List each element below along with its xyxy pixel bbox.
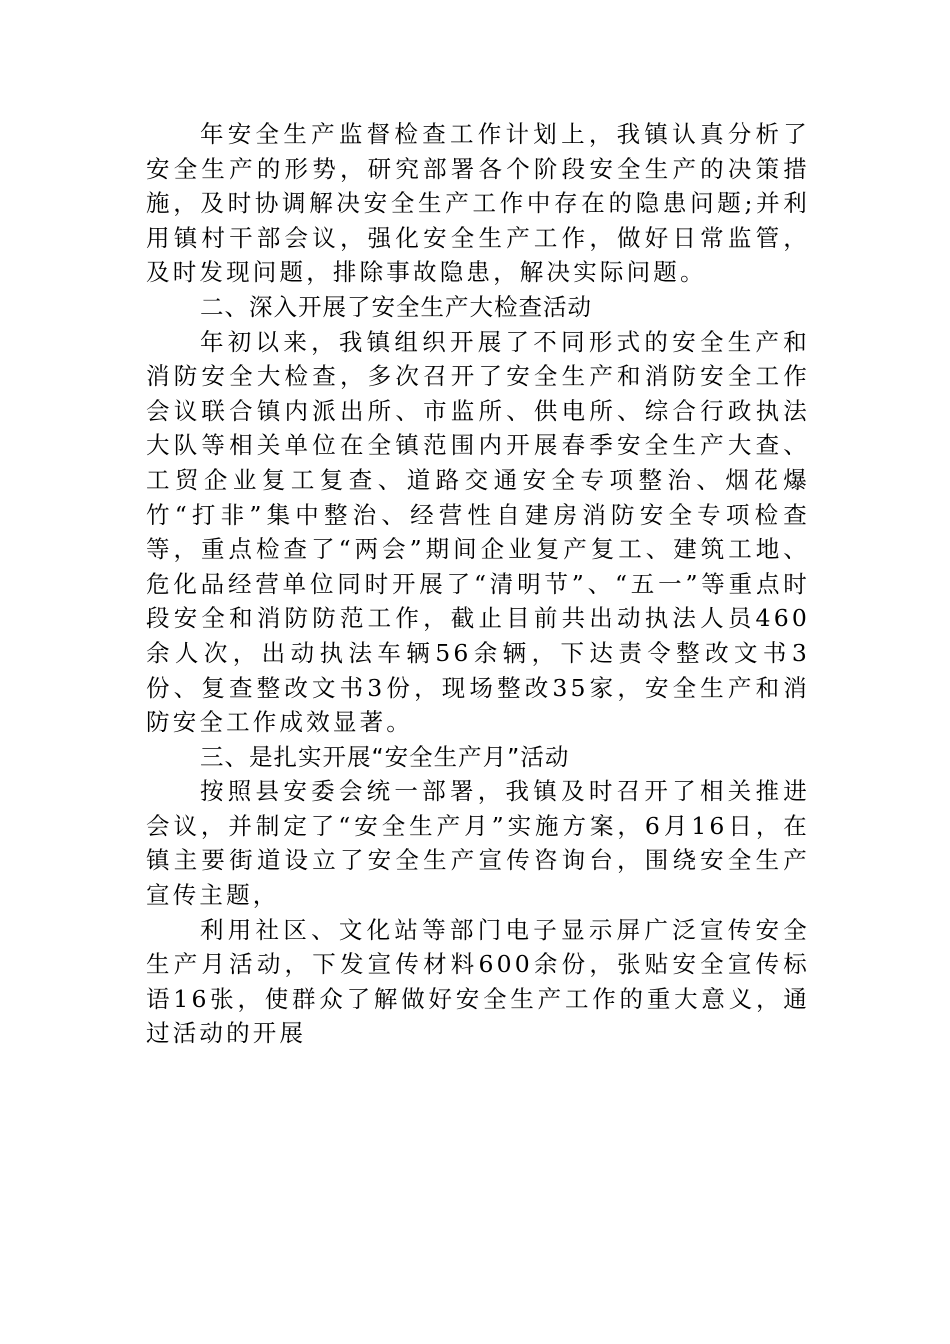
document-body <box>146 117 810 1051</box>
paragraph-publicity: 利用社区、文化站等部门电子显示屏广泛宣传安全生产月活动，下发宣传材料600余份，张贴安全宣传标语16张，使群众了解做好安全生产工作的重大意义，通过活动的开展 <box>146 915 810 1048</box>
paragraph-safety-month: 按照县安委会统一部署，我镇及时召开了相关推进会议，并制定了“安全生产月”实施方案，6月16日，在镇主要街道设立了安全生产宣传咨询台，围绕安全生产宣传主题， <box>146 777 810 910</box>
paragraph-inspection: 年初以来，我镇组织开展了不同形式的安全生产和消防安全大检查，多次召开了安全生产和消防安全工作会议联合镇内派出所、市监所、供电所、综合行政执法大队等相关单位在全镇范围内开展春季安全生产大查、工贸企业复工复查、道路交通安全专项整治、烟花爆竹“打非”集中整治、经营性自建房消防安全专项检查等，重点检查了“两会”期间企业复产复工、建筑工地、危化品经营单位同时开展了“清明节”、“五一”等重点时段安全和消防防范工作，截止目前共出动执法人员460余人次，出动执法车辆56余辆，下达责令整改文书3份、复查整改文书3份，现场整改35家，安全生产和消防安全工作成效显著。 <box>146 327 810 737</box>
section-heading-3: 三、是扎实开展“安全生产月”活动 <box>200 742 570 771</box>
section-heading-2: 二、深入开展了安全生产大检查活动 <box>200 292 592 321</box>
paragraph-intro: 年安全生产监督检查工作计划上，我镇认真分析了安全生产的形势，研究部署各个阶段安全生产的决策措施，及时协调解决安全生产工作中存在的隐患问题;并利用镇村干部会议，强化安全生产工作，做好日常监管，及时发现问题，排除事故隐患，解决实际问题。 <box>146 120 810 287</box>
